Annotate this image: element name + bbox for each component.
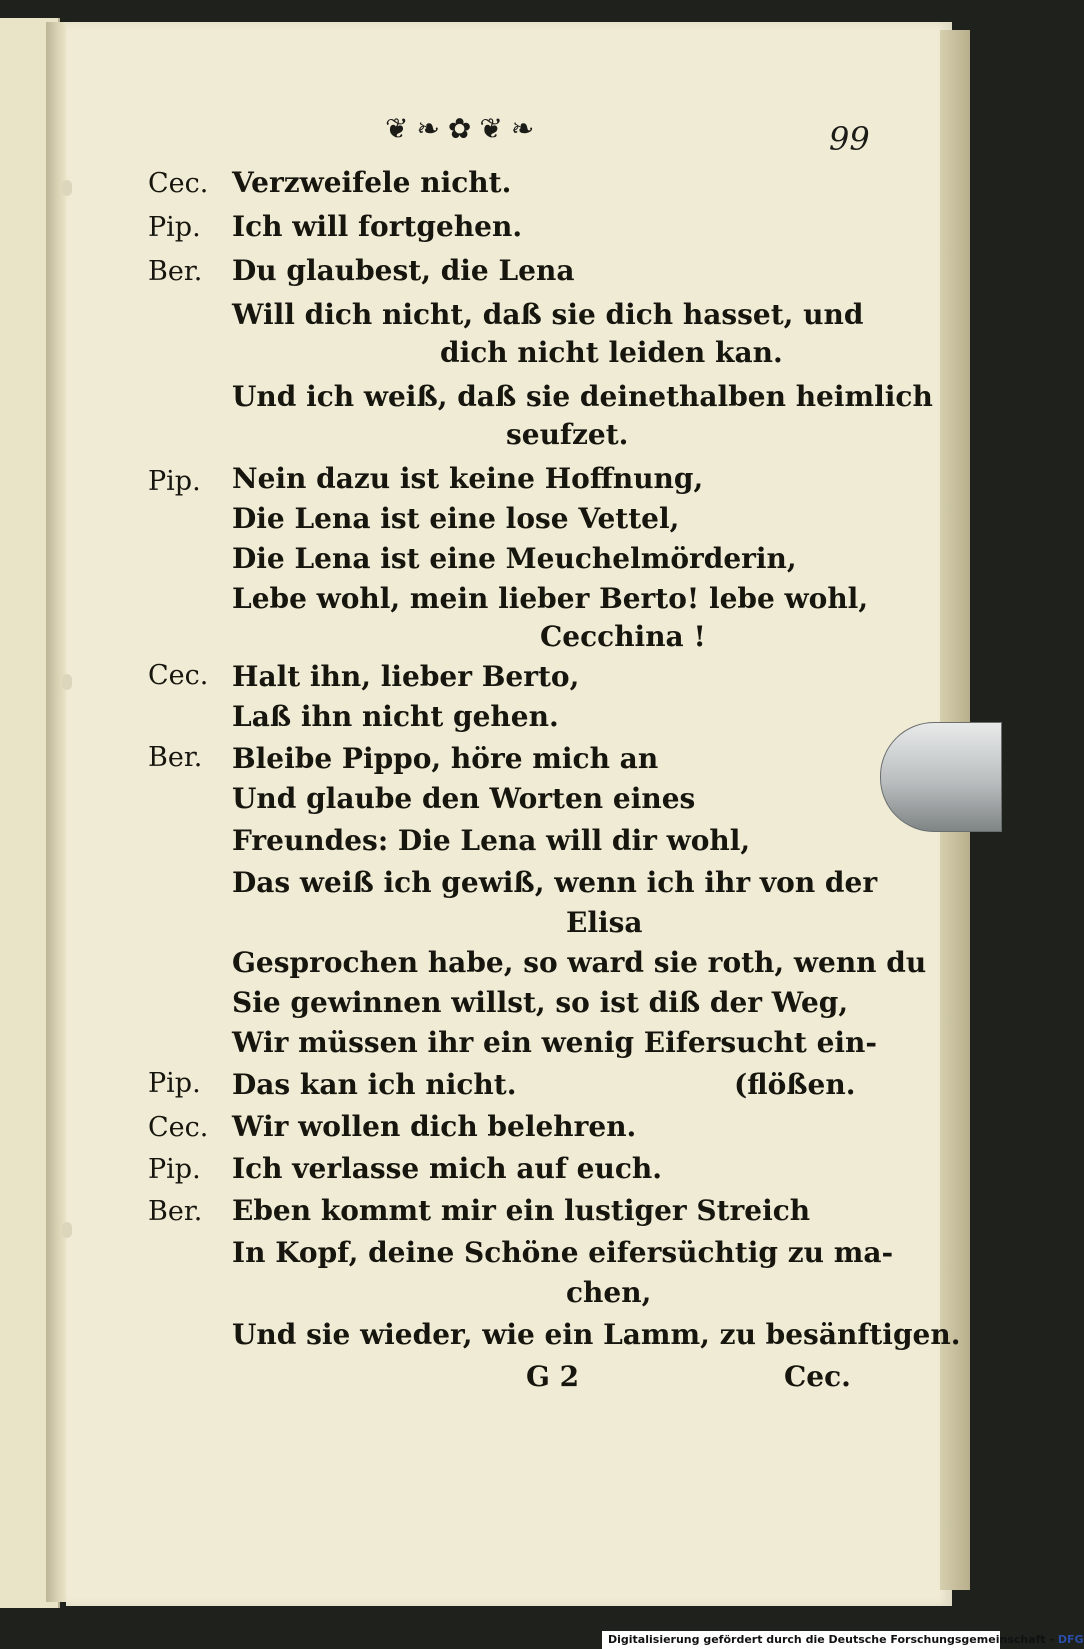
verse-line: Du glaubest, die Lena — [232, 254, 575, 287]
verse-line: (flößen. — [734, 1068, 856, 1101]
book-gutter — [46, 22, 68, 1602]
verse-line: In Kopf, deine Schöne eifersüchtig zu ma- — [232, 1236, 894, 1269]
speaker-label: Pip. — [148, 1154, 201, 1185]
funding-footer — [602, 1631, 1084, 1649]
verse-line: Lebe wohl, mein lieber Berto! lebe wohl, — [232, 582, 869, 615]
verse-line: Laß ihn nicht gehen. — [232, 700, 559, 733]
binding-thread — [62, 180, 72, 196]
verse-line: Halt ihn, lieber Berto, — [232, 660, 580, 693]
speaker-label: Pip. — [148, 1068, 201, 1099]
verse-line: Wir wollen dich belehren. — [232, 1110, 637, 1143]
verse-line: Die Lena ist eine lose Vettel, — [232, 502, 680, 535]
speaker-label: Cec. — [148, 660, 209, 691]
verse-line: Nein dazu ist keine Hoffnung, — [232, 462, 704, 495]
verse-line: Eben kommt mir ein lustiger Streich — [232, 1194, 811, 1227]
verse-line: dich nicht leiden kan. — [440, 336, 783, 369]
binding-thread — [62, 1222, 72, 1238]
verse-line: Das kan ich nicht. — [232, 1068, 517, 1101]
footer-text: Digitalisierung gefördert durch die Deutsche Forschungsgemeinschaft - — [608, 1633, 1055, 1646]
binding-thread — [62, 674, 72, 690]
page-number: 99 — [829, 120, 870, 158]
verse-line: Wir müssen ihr ein wenig Eifersucht ein- — [232, 1026, 878, 1059]
verse-line: Ich verlasse mich auf euch. — [232, 1152, 662, 1185]
verse-line: chen, — [566, 1276, 652, 1309]
verse-line: Elisa — [566, 906, 643, 939]
verse-line: Die Lena ist eine Meuchelmörderin, — [232, 542, 797, 575]
verse-line: Sie gewinnen willst, so ist diß der Weg, — [232, 986, 849, 1019]
verse-line: Das weiß ich gewiß, wenn ich ihr von der — [232, 866, 878, 899]
speaker-label: Ber. — [148, 1196, 203, 1227]
verse-line: Freundes: Die Lena will dir wohl, — [232, 824, 751, 857]
catchword: Cec. — [784, 1360, 851, 1393]
speaker-label: Pip. — [148, 466, 201, 497]
verse-line: Und ich weiß, daß sie deinethalben heimlich — [232, 380, 933, 413]
verse-line: Cecchina ! — [540, 620, 706, 653]
speaker-label: Ber. — [148, 256, 203, 287]
speaker-label: Cec. — [148, 168, 209, 199]
speaker-label: Pip. — [148, 212, 201, 243]
verse-line: Und glaube den Worten eines — [232, 782, 696, 815]
speaker-label: Cec. — [148, 1112, 209, 1143]
dfg-logo: DFG — [1057, 1633, 1084, 1646]
signature-mark: G 2 — [526, 1360, 580, 1393]
verse-line: seufzet. — [506, 418, 629, 451]
verse-line: Bleibe Pippo, höre mich an — [232, 742, 659, 775]
verse-line: Ich will fortgehen. — [232, 210, 523, 243]
verse-line: Gesprochen habe, so ward sie roth, wenn du — [232, 946, 927, 979]
verse-line: Verzweifele nicht. — [232, 166, 512, 199]
verse-line: Und sie wieder, wie ein Lamm, zu besänftigen. — [232, 1318, 961, 1351]
verse-line: Will dich nicht, daß sie dich hasset, und — [232, 298, 864, 331]
speaker-label: Ber. — [148, 742, 203, 773]
glass-page-weight — [880, 722, 1002, 832]
head-ornament: ❦❧✿❦❧ — [385, 112, 543, 145]
